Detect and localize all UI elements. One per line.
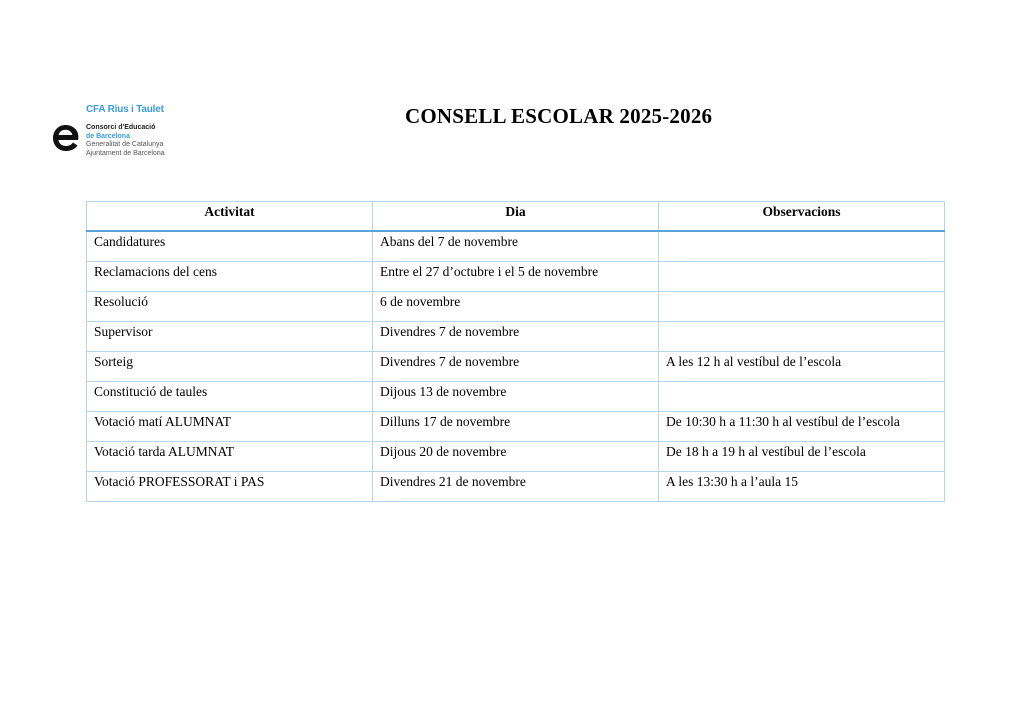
logo-line-4: Ajuntament de Barcelona — [86, 149, 165, 157]
cell-dia: Abans del 7 de novembre — [373, 231, 659, 262]
schedule-table — [86, 201, 945, 502]
cell-observacions — [659, 382, 945, 412]
cell-observacions: De 10:30 h a 11:30 h al vestíbul de l’escola — [659, 412, 945, 442]
table-row — [87, 231, 945, 262]
cell-observacions: De 18 h a 19 h al vestíbul de l’escola — [659, 442, 945, 472]
cell-observacions — [659, 322, 945, 352]
consorci-e-logo-icon — [52, 122, 79, 154]
table-row — [87, 442, 945, 472]
cell-dia: Divendres 7 de novembre — [373, 352, 659, 382]
table-header-row — [87, 202, 945, 232]
table-row — [87, 382, 945, 412]
table-row — [87, 352, 945, 382]
table-row — [87, 262, 945, 292]
cell-dia: Divendres 21 de novembre — [373, 472, 659, 502]
cell-activitat: Votació tarda ALUMNAT — [87, 442, 373, 472]
column-header-activitat: Activitat — [87, 202, 373, 232]
cell-observacions: A les 12 h al vestíbul de l’escola — [659, 352, 945, 382]
cell-dia: Entre el 27 d’octubre i el 5 de novembre — [373, 262, 659, 292]
logo-text-block — [86, 124, 165, 158]
page-title: CONSELL ESCOLAR 2025-2026 — [405, 104, 713, 128]
logo-line-2: de Barcelona — [86, 132, 130, 140]
cell-activitat: Votació matí ALUMNAT — [87, 412, 373, 442]
cell-observacions — [659, 262, 945, 292]
table-row — [87, 292, 945, 322]
cell-activitat: Votació PROFESSORAT i PAS — [87, 472, 373, 502]
table-row — [87, 412, 945, 442]
cell-dia: Divendres 7 de novembre — [373, 322, 659, 352]
column-header-observacions: Observacions — [659, 202, 945, 232]
cell-observacions — [659, 292, 945, 322]
cell-activitat: Reclamacions del cens — [87, 262, 373, 292]
cell-activitat: Sorteig — [87, 352, 373, 382]
cell-activitat: Resolució — [87, 292, 373, 322]
cell-observacions: A les 13:30 h a l’aula 15 — [659, 472, 945, 502]
table-row — [87, 472, 945, 502]
cell-activitat: Candidatures — [87, 231, 373, 262]
cell-observacions — [659, 231, 945, 262]
cell-dia: Dilluns 17 de novembre — [373, 412, 659, 442]
school-logo — [52, 104, 192, 164]
logo-line-1: Consorci d'Educació — [86, 124, 156, 131]
cell-dia: Dijous 20 de novembre — [373, 442, 659, 472]
logo-line-3: Generalitat de Catalunya — [86, 141, 164, 148]
cell-activitat: Supervisor — [87, 322, 373, 352]
table-row — [87, 322, 945, 352]
cell-activitat: Constitució de taules — [87, 382, 373, 412]
column-header-dia: Dia — [373, 202, 659, 232]
logo-school-name: CFA Rius i Taulet — [86, 104, 164, 115]
cell-dia: 6 de novembre — [373, 292, 659, 322]
cell-dia: Dijous 13 de novembre — [373, 382, 659, 412]
